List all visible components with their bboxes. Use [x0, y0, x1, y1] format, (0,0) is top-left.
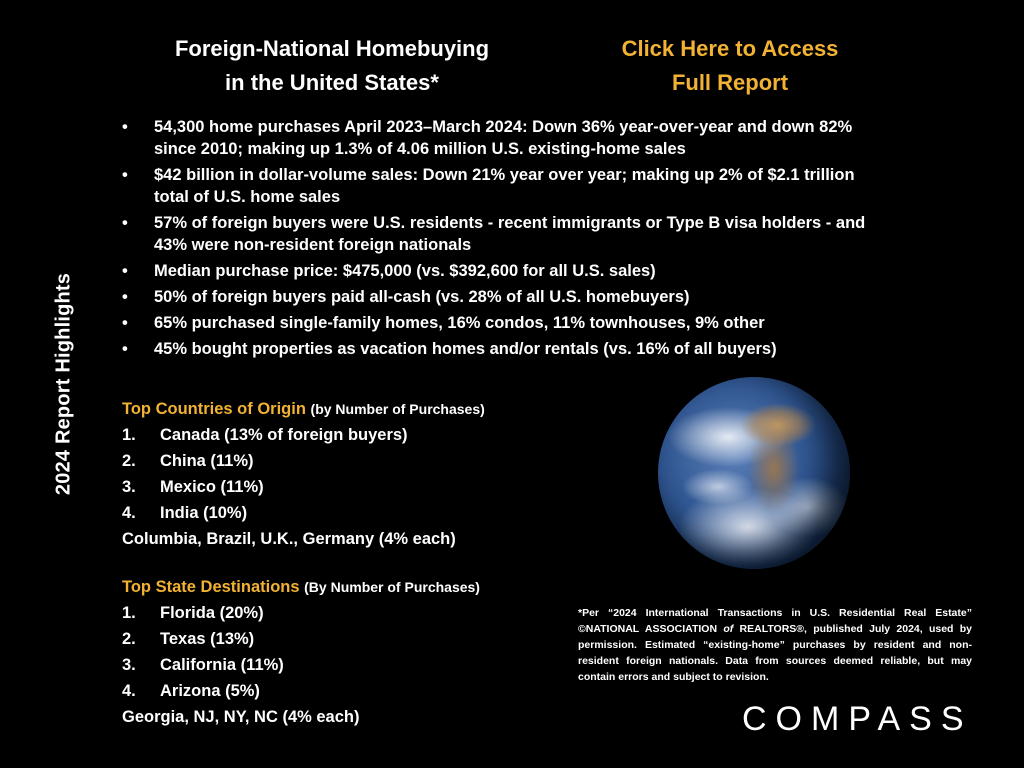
- highlight-text: Median purchase price: $475,000 (vs. $392,600 for all U.S. sales): [154, 262, 656, 280]
- bullet-icon: •: [122, 118, 128, 136]
- rank-number: 1.: [122, 604, 136, 622]
- highlight-item: [122, 116, 882, 160]
- bullet-icon: •: [122, 214, 128, 232]
- other-countries: Columbia, Brazil, U.K., Germany (4% each): [122, 530, 456, 548]
- bullet-icon: •: [122, 166, 128, 184]
- rank-label: Arizona (5%): [160, 682, 260, 700]
- access-report-link[interactable]: [580, 32, 880, 100]
- rank-label: Texas (13%): [160, 630, 255, 648]
- section-heading-label: Top Countries of Origin: [122, 400, 306, 418]
- top-countries-section: [122, 396, 562, 552]
- highlight-text: 45% bought properties as vacation homes and/or rentals (vs. 16% of all buyers): [154, 340, 777, 358]
- bullet-icon: •: [122, 262, 128, 280]
- highlight-text: 65% purchased single-family homes, 16% condos, 11% townhouses, 9% other: [154, 314, 765, 332]
- cta-line-2: Full Report: [671, 70, 789, 95]
- highlight-item: [122, 212, 882, 256]
- rank-label: Canada (13% of foreign buyers): [160, 426, 408, 444]
- highlight-item: [122, 338, 882, 360]
- bullet-icon: •: [122, 340, 128, 358]
- rank-label: Mexico (11%): [160, 478, 264, 496]
- section-heading: [122, 574, 562, 600]
- rank-item: [122, 474, 562, 500]
- footnote: [578, 605, 972, 685]
- highlight-item: [122, 286, 882, 308]
- highlight-text: 57% of foreign buyers were U.S. residents - recent immigrants or Type B visa holders - and 43% were non-resident foreign nationals: [154, 214, 866, 254]
- title-line-2: in the United States*: [225, 70, 439, 95]
- earth-image: [658, 377, 850, 569]
- other-states: Georgia, NJ, NY, NC (4% each): [122, 708, 360, 726]
- section-heading: [122, 396, 562, 422]
- rank-label: India (10%): [160, 504, 248, 522]
- rank-number: 1.: [122, 426, 136, 444]
- highlight-item: [122, 312, 882, 334]
- highlight-text: $42 billion in dollar-volume sales: Down 21% year over year; making up 2% of $2.1 trillion total of U.S. home sales: [154, 166, 855, 206]
- rank-item: [122, 652, 562, 678]
- side-label: 2024 Report Highlights: [52, 272, 75, 496]
- rank-number: 4.: [122, 682, 136, 700]
- rank-number: 2.: [122, 452, 136, 470]
- rank-number: 2.: [122, 630, 136, 648]
- highlight-item: [122, 164, 882, 208]
- section-heading-sub: (By Number of Purchases): [304, 579, 480, 595]
- rank-item: [122, 626, 562, 652]
- section-heading-label: Top State Destinations: [122, 578, 300, 596]
- highlights-list: [122, 116, 882, 364]
- rank-item: [122, 448, 562, 474]
- footnote-text: *Per “2024 International Transactions in U.S. Residential Real Estate” ©NATIONAL ASSOCIATION: [578, 607, 972, 635]
- bullet-icon: •: [122, 288, 128, 306]
- title-line-1: Foreign-National Homebuying: [174, 36, 490, 61]
- rank-item: [122, 678, 562, 704]
- rank-number: 3.: [122, 656, 136, 674]
- section-heading-sub: (by Number of Purchases): [310, 401, 485, 417]
- footnote-italic: of: [723, 623, 734, 635]
- rank-number: 3.: [122, 478, 136, 496]
- cta-line-1: Click Here to Access: [621, 36, 839, 61]
- rank-label: China (11%): [160, 452, 254, 470]
- highlight-text: 50% of foreign buyers paid all-cash (vs. 28% of all U.S. homebuyers): [154, 288, 690, 306]
- rank-item: [122, 600, 562, 626]
- footnote-text-end: REALTORS®, published July 2024, used by permission. Estimated “existing-home” purchases by resident and non-resident foreign nationals. Data from sources deemed reliable, but may contain errors and subject to revision.: [578, 623, 972, 683]
- rank-number: 4.: [122, 504, 136, 522]
- rank-item: [122, 422, 562, 448]
- highlight-text: 54,300 home purchases April 2023–March 2024: Down 36% year-over-year and down 82% since 2010; making up 1.3% of 4.06 million U.S. existing-home sales: [154, 118, 853, 158]
- rank-label: Florida (20%): [160, 604, 264, 622]
- compass-logo: COMPASS: [742, 700, 973, 738]
- rank-label: California (11%): [160, 656, 284, 674]
- highlight-item: [122, 260, 882, 282]
- page-title: [132, 32, 532, 100]
- rank-item: [122, 500, 562, 526]
- bullet-icon: •: [122, 314, 128, 332]
- top-states-section: [122, 574, 562, 730]
